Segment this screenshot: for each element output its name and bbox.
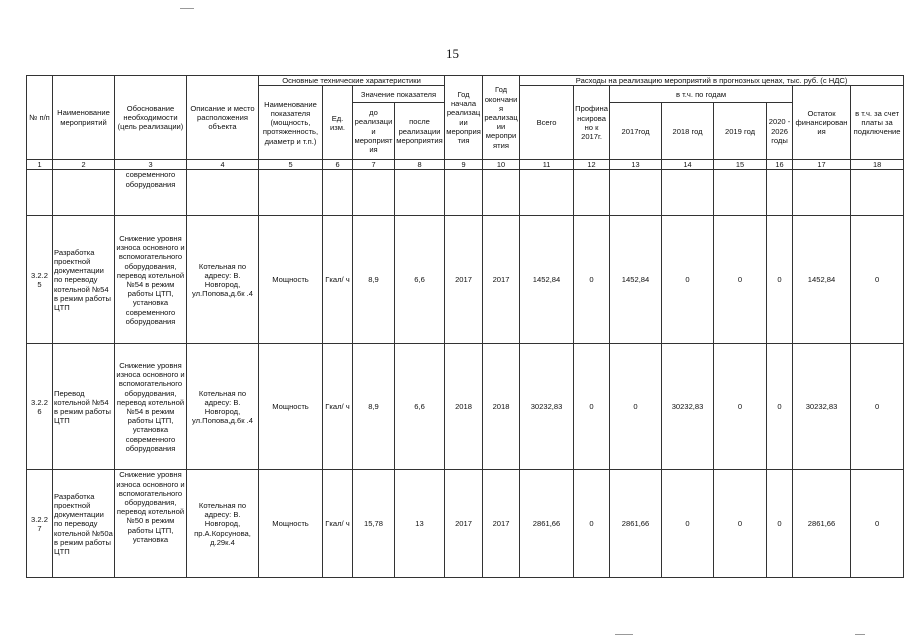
header-remaining: Остаток финансирования xyxy=(793,86,851,160)
row-location: Котельная по адресу: В. Новгород, ул.Попова,д.6к .4 xyxy=(187,344,259,470)
row-location: Котельная по адресу: В. Новгород, ул.Попова,д.6к .4 xyxy=(187,216,259,344)
row-num: 3.2.2 7 xyxy=(27,470,53,578)
row-financed: 0 xyxy=(574,216,610,344)
header-2018: 2018 год xyxy=(662,103,714,160)
header-expenses-group: Расходы на реализацию мероприятий в прогнозных ценах, тыс. руб. (с НДС) xyxy=(520,76,904,86)
row-year-end: 2018 xyxy=(483,344,520,470)
row-unit: Гкал/ ч xyxy=(323,216,353,344)
column-number: 11 xyxy=(520,160,574,170)
row-2020-2026: 0 xyxy=(767,470,793,578)
column-number-row xyxy=(27,160,904,170)
table-row xyxy=(27,470,904,578)
column-number: 2 xyxy=(53,160,115,170)
column-number: 6 xyxy=(323,160,353,170)
row-remaining: 1452,84 xyxy=(793,216,851,344)
row-2019: 0 xyxy=(714,344,767,470)
column-number: 17 xyxy=(793,160,851,170)
row-remaining: 2861,66 xyxy=(793,470,851,578)
column-number: 13 xyxy=(610,160,662,170)
row-name: Разработка проектной документации по переводу котельной №54 в режим работы ЦТП xyxy=(53,216,115,344)
column-number: 7 xyxy=(353,160,395,170)
column-number: 18 xyxy=(851,160,904,170)
row-2018: 30232,83 xyxy=(662,344,714,470)
row-unit: Гкал/ ч xyxy=(323,470,353,578)
header-value-group: Значение показателя xyxy=(353,86,445,103)
header-year-end: Год окончания реализации мероприятия xyxy=(483,76,520,160)
row-reason: Снижение уровня износа основного и вспомогательного оборудования, перевод котельной №54 в режим работы ЦТП, установка современного оборудования xyxy=(115,344,187,470)
column-number: 9 xyxy=(445,160,483,170)
column-number: 10 xyxy=(483,160,520,170)
column-number: 5 xyxy=(259,160,323,170)
row-2020-2026: 0 xyxy=(767,216,793,344)
row-unit: Гкал/ ч xyxy=(323,344,353,470)
header-2019: 2019 год xyxy=(714,103,767,160)
row-name: Перевод котельной №54 в режим работы ЦТП xyxy=(53,344,115,470)
column-number: 15 xyxy=(714,160,767,170)
row-indicator: Мощность xyxy=(259,470,323,578)
header-connection-fee: в т.ч. за счет платы за подключение xyxy=(851,86,904,160)
header-unit: Ед. изм. xyxy=(323,86,353,160)
row-after: 13 xyxy=(395,470,445,578)
row-2019: 0 xyxy=(714,470,767,578)
column-number: 14 xyxy=(662,160,714,170)
column-number: 4 xyxy=(187,160,259,170)
row-num: 3.2.2 5 xyxy=(27,216,53,344)
header-after: после реализации мероприятия xyxy=(395,103,445,160)
row-year-start: 2017 xyxy=(445,216,483,344)
page-number: 15 xyxy=(446,46,459,61)
row-2017: 1452,84 xyxy=(610,216,662,344)
header-2020-2026: 2020 - 2026 годы xyxy=(767,103,793,160)
row-total: 1452,84 xyxy=(520,216,574,344)
row-connection-fee: 0 xyxy=(851,216,904,344)
column-number: 1 xyxy=(27,160,53,170)
row-reason: Снижение уровня износа основного и вспомогательного оборудования, перевод котельной №54 в режим работы ЦТП, установка современного оборудования xyxy=(115,216,187,344)
header-indicator: Наименование показателя (мощность, протяженность, диаметр и т.п.) xyxy=(259,86,323,160)
investment-measures-table xyxy=(26,75,904,578)
header-financed: Профинансировано к 2017г. xyxy=(574,86,610,160)
row-after: 6,6 xyxy=(395,216,445,344)
row-financed: 0 xyxy=(574,470,610,578)
header-2017: 2017год xyxy=(610,103,662,160)
row-financed: 0 xyxy=(574,344,610,470)
header-tech-group: Основные технические характеристики xyxy=(259,76,445,86)
header-year-start: Год начала реализации мероприятия xyxy=(445,76,483,160)
row-reason: Снижение уровня износа основного и вспомогательного оборудования, перевод котельной №50 в режим работы ЦТП, установка xyxy=(115,470,187,578)
row-before: 8,9 xyxy=(353,344,395,470)
header-years-group: в т.ч. по годам xyxy=(610,86,793,103)
row-total: 2861,66 xyxy=(520,470,574,578)
continuation-row xyxy=(27,170,904,216)
column-number: 3 xyxy=(115,160,187,170)
row-2017: 0 xyxy=(610,344,662,470)
header-reason: Обоснование необходимости (цель реализации) xyxy=(115,76,187,160)
row-year-end: 2017 xyxy=(483,470,520,578)
row-total: 30232,83 xyxy=(520,344,574,470)
row-2018: 0 xyxy=(662,470,714,578)
row-num: 3.2.2 6 xyxy=(27,344,53,470)
row-before: 8,9 xyxy=(353,216,395,344)
column-number: 8 xyxy=(395,160,445,170)
header-location: Описание и место расположения объекта xyxy=(187,76,259,160)
row-connection-fee: 0 xyxy=(851,470,904,578)
column-number: 16 xyxy=(767,160,793,170)
header-num: № п/п xyxy=(27,76,53,160)
row-2017: 2861,66 xyxy=(610,470,662,578)
row-location: Котельная по адресу: В. Новгород, пр.А.Корсунова, д.29к.4 xyxy=(187,470,259,578)
header-total: Всего xyxy=(520,86,574,160)
row-year-start: 2017 xyxy=(445,470,483,578)
row-2019: 0 xyxy=(714,216,767,344)
row-2018: 0 xyxy=(662,216,714,344)
row-name: Разработка проектной документации по переводу котельной №50а в режим работы ЦТП xyxy=(53,470,115,578)
row-after: 6,6 xyxy=(395,344,445,470)
scan-mark xyxy=(180,8,194,9)
column-number: 12 xyxy=(574,160,610,170)
continuation-text: современного оборудования xyxy=(115,170,187,216)
row-2020-2026: 0 xyxy=(767,344,793,470)
header-before: до реализации мероприятия xyxy=(353,103,395,160)
row-indicator: Мощность xyxy=(259,344,323,470)
row-connection-fee: 0 xyxy=(851,344,904,470)
scan-mark xyxy=(855,634,865,635)
scan-mark xyxy=(615,634,633,635)
row-year-end: 2017 xyxy=(483,216,520,344)
row-year-start: 2018 xyxy=(445,344,483,470)
header-name: Наименование мероприятий xyxy=(53,76,115,160)
row-indicator: Мощность xyxy=(259,216,323,344)
table-row xyxy=(27,216,904,344)
table-row xyxy=(27,344,904,470)
row-before: 15,78 xyxy=(353,470,395,578)
row-remaining: 30232,83 xyxy=(793,344,851,470)
